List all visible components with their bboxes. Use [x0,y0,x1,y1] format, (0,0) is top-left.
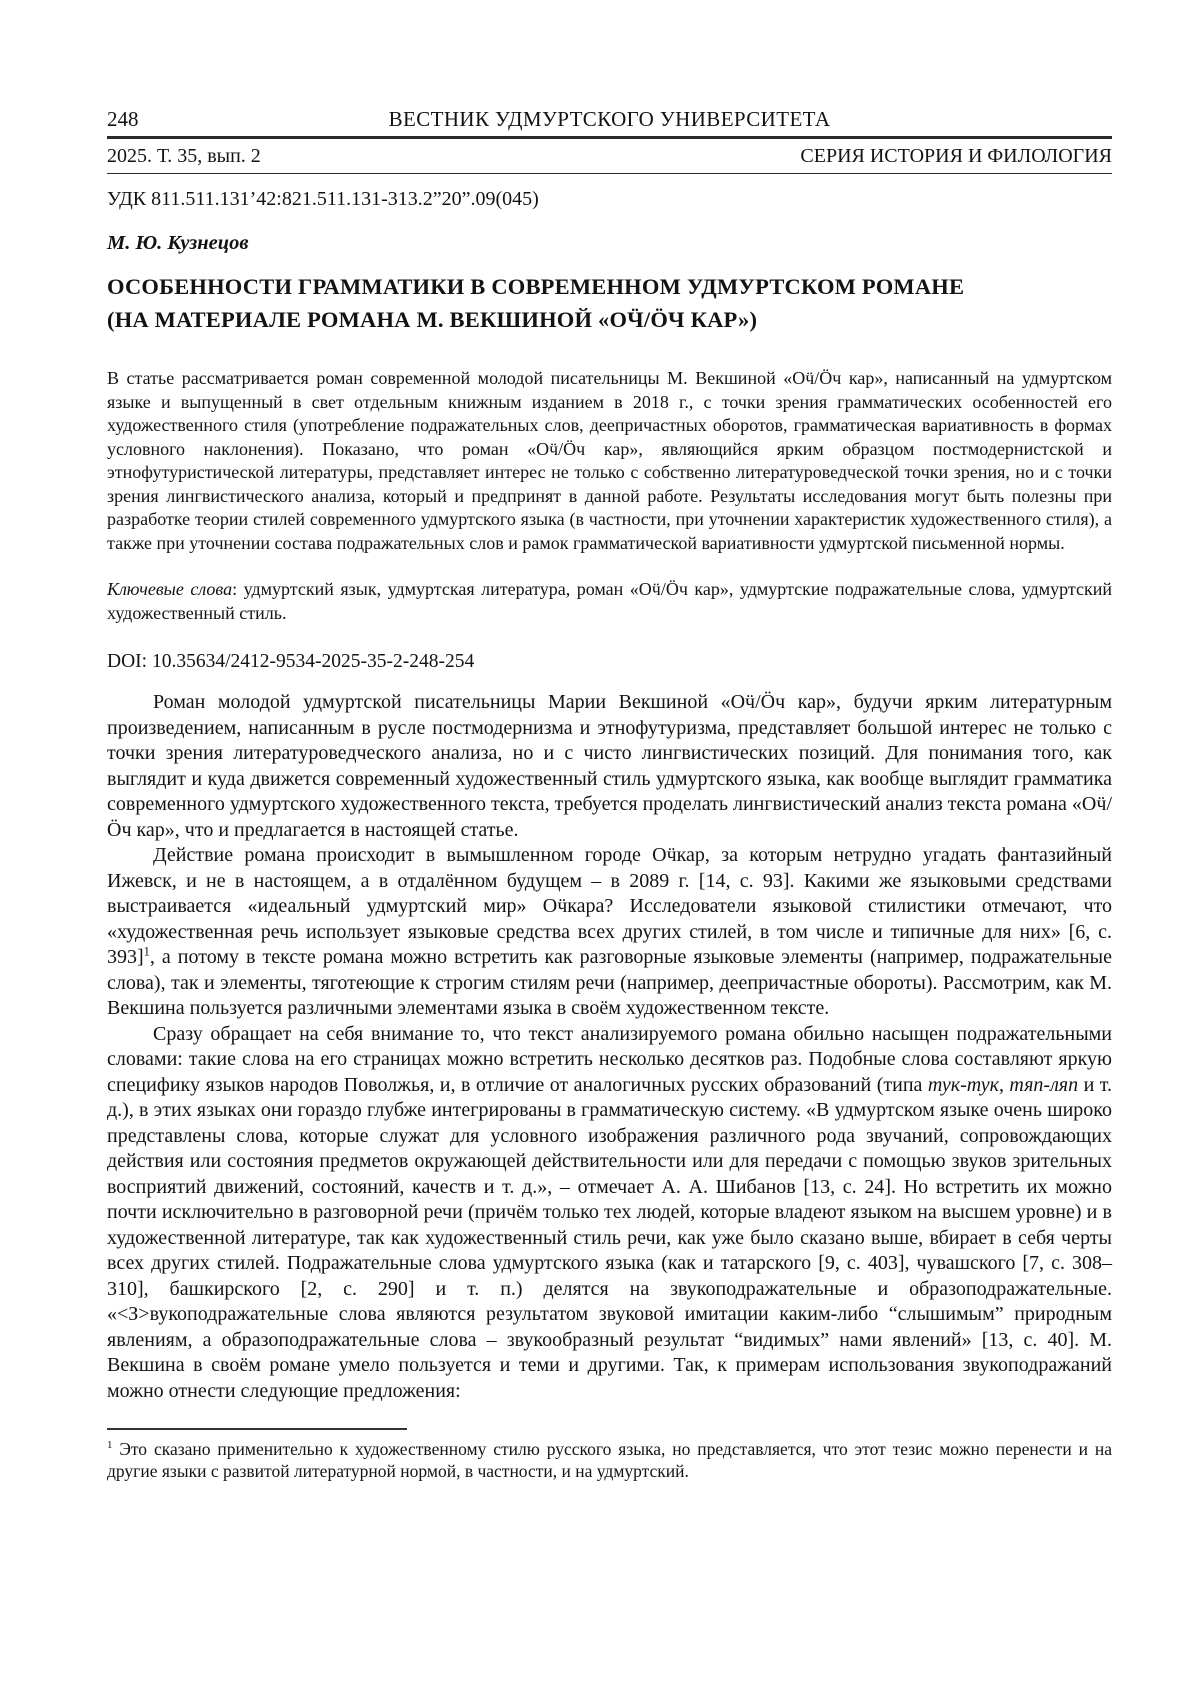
keywords-text: : удмуртский язык, удмуртская литература, роман «Оӵ/Ӧч кар», удмуртские подражательные слова, удмуртский художественный стиль. [107,579,1112,623]
doi-line: DOI: 10.35634/2412-9534-2025-35-2-248-254 [107,651,475,672]
issue-info: 2025. Т. 35, вып. 2 [107,145,261,167]
paragraph-2 [107,843,1112,1022]
paragraph-3-text-cont: и т. д.), в этих языках они гораздо глубже интегрированы в грамматическую систему. «В удмуртском языке очень широко представлены слова, которые служат для условного изображения различного рода звучаний, сопровождающих действия или состояния предметов окружающей действительности или для передачи с помощью звуков зрительных восприятий движений, состояний, качеств и т. д.», – отмечает А. А. Шибанов [13, с. 24]. Но встретить их можно почти исключительно в разговорной речи (причём только тех людей, которые владеют языком на высшем уровне) и в художественной литературе, так как художественный стиль речи, как уже было сказано выше, вбирает в себя черты всех других стилей. Подражательные слова удмуртского языка (как и татарского [9, с. 403], чувашского [7, с. 308–310], башкирского [2, с. 290] и т. п.) делятся на звукоподражательные и образоподражательные. «<З>вукоподражательные слова являются результатом звуковой имитации каким-либо “слышимым” природным явлениям, а образоподражательные слова – звукообразный результат “видимых” нами явлений» [13, с. 40]. М. Векшина в своём романе умело пользуется и теми и другими. Так, к примерам использования звукоподражаний можно отнести следующие предложения: [107,1073,1113,1402]
keywords-label: Ключевые слова [107,579,233,599]
paragraph-2-text: Действие романа происходит в вымышленном городе Оӵкар, за которым нетрудно угадать фантазийный Ижевск, и не в настоящем, а в отдалённом будущем – в 2089 г. [14, с. 93]. Какими же языковыми средствами выстраивается «идеальный удмуртский мир» Оӵкара? Исследователи языковой стилистики отмечают, что «художественная речь использует языковые средства всех других стилей, в том числе и типичные для них» [6, с. 393] [107,844,1112,968]
article-body [107,690,1112,1404]
footnote-area [107,1428,1112,1482]
running-head [107,106,1112,174]
udc-line: УДК 811.511.131’42:821.511.131-313.2”20”.09(045) [107,188,539,210]
paragraph-1: Роман молодой удмуртской писательницы Марии Векшиной «Оӵ/Ӧч кар», будучи ярким литературным произведением, написанным в русле постмодернизма и этнофутуризма, представляет большой интерес не только с точки зрения литературоведческого анализа, но и с чисто лингвистических позиций. Для понимания того, как выглядит и куда движется современный художественный стиль удмуртского языка, как вообще выглядит грамматика современного удмуртского художественного текста, требуется проделать лингвистический анализ текста романа «Оӵ/Ӧч кар», что и предлагается в настоящей статье. [107,691,1112,841]
onomatopoeia-example-2: тяп-ляп [1009,1073,1079,1096]
onomatopoeia-example-1: тук-тук [927,1073,999,1096]
header-rule-thin [107,173,1112,174]
series-title: СЕРИЯ ИСТОРИЯ И ФИЛОЛОГИЯ [800,145,1112,167]
keywords-line [107,578,1112,625]
header-rule-thick [107,136,1112,139]
article-title-line1: ОСОБЕННОСТИ ГРАММАТИКИ В СОВРЕМЕННОМ УДМУРТСКОМ РОМАНЕ [107,274,965,299]
author-name: М. Ю. Кузнецов [107,232,249,254]
running-head-row2 [107,144,1112,168]
journal-title: ВЕСТНИК УДМУРТСКОГО УНИВЕРСИТЕТА [388,107,831,131]
abstract-text: В статье рассматривается роман современной молодой писательницы М. Векшиной «Оӵ/Ӧч кар», написанный на удмуртском языке и выпущенный в свет отдельным книжным изданием в 2018 г., с точки зрения грамматических особенностей его художественного стиля (употребление подражательных слов, деепричастных оборотов, грамматическая вариативность в формах условного наклонения). Показано, что роман «Оӵ/Ӧч кар», являющийся ярким образцом постмодернистской и этнофутуристической литературы, представляет интерес не только с собственно литературоведческой точки зрения, но и с точки зрения лингвистического анализа, который и предпринят в данной работе. Результаты исследования могут быть полезны при разработке теории стилей современного удмуртского языка (в частности, при уточнении характеристик художественного стиля), а также при уточнении состава подражательных слов и рамок грамматической вариативности удмуртской письменной нормы. [107,368,1112,553]
running-head-row1 [107,106,1112,133]
paragraph-2-text-cont: , а потому в тексте романа можно встретить как разговорные языковые элементы (например, подражательные слова), так и элементы, тяготеющие к строгим стилям речи (например, деепричастные обороты). Рассмотрим, как М. Векшина пользуется различными элементами языка в своём художественном тексте. [107,946,1112,1019]
footnote-reference: 1 [143,944,150,959]
paragraph-3-sep: , [998,1073,1010,1096]
page-number: 248 [107,107,139,131]
footnote-1 [107,1439,1112,1482]
paragraph-3 [107,1022,1112,1405]
paragraph-3-text: Сразу обращает на себя внимание то, что текст анализируемого романа обильно насыщен подражательными словами: такие слова на его страницах можно встретить несколько десятков раз. Подобные слова составляют яркую специфику языков народов Поволжья, и, в отличие от аналогичных русских образований (типа [107,1022,1112,1096]
footnote-marker: 1 [107,1439,113,1452]
footnote-separator [107,1428,407,1430]
article-title [107,270,1112,336]
article-title-line2: (НА МАТЕРИАЛЕ РОМАНА М. ВЕКШИНОЙ «ОӴ/ӦЧ КАР») [107,307,758,332]
footnote-text: Это сказано применительно к художественному стилю русского языка, но представляется, что этот тезис можно перенести и на другие языки с развитой литературной нормой, в частности, и на удмуртский. [107,1439,1112,1481]
